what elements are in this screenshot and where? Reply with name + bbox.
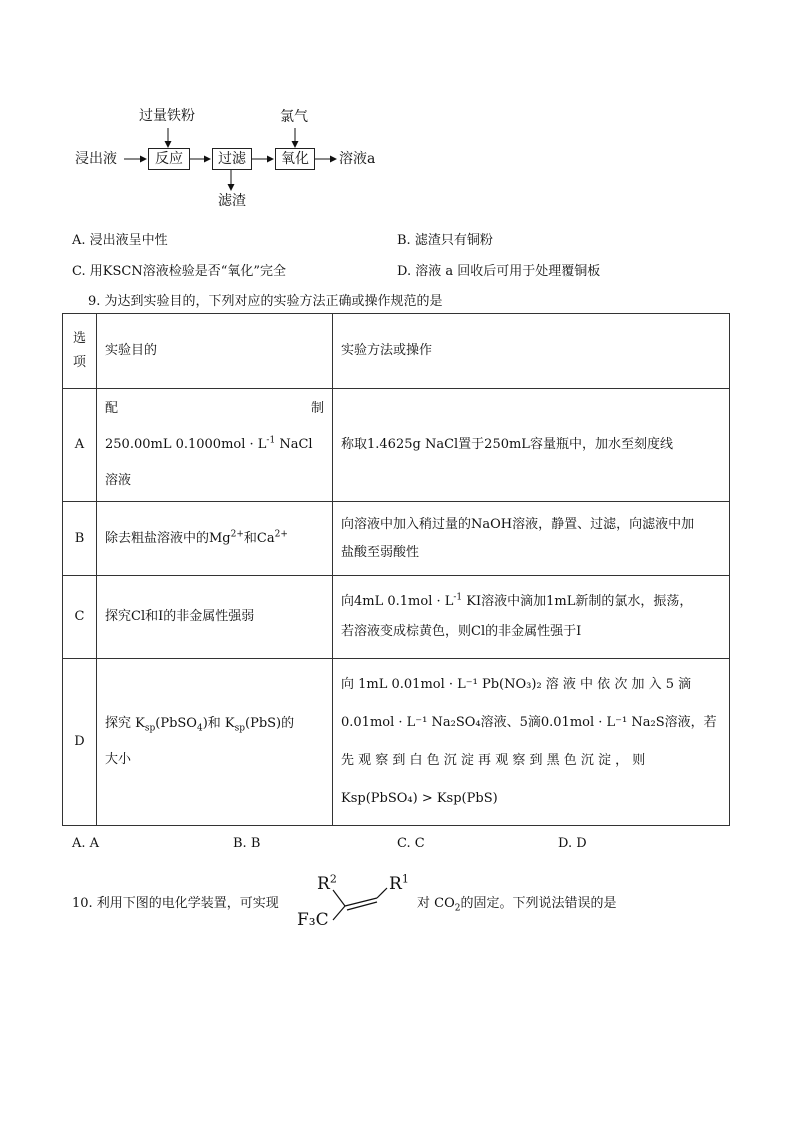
row-d-p-sub3: sp (234, 723, 246, 734)
row-a-purpose-line3: 溶液 (105, 473, 132, 488)
row-a-purpose (97, 389, 333, 502)
table-row (63, 502, 730, 576)
flow-reagent-chlorine: 氯气 (280, 109, 308, 125)
q8-option-d: D. 溶液 a 回收后可用于处理覆铜板 (397, 264, 601, 279)
row-d-purpose-line2: 大小 (105, 752, 132, 767)
row-b-purpose-text2: 和Ca (243, 530, 275, 546)
table-row (63, 576, 730, 659)
row-c-method-b: KI溶液中滴加1mL新制的氯水，振荡， (462, 594, 693, 609)
table-row (63, 659, 730, 826)
row-b-method (333, 502, 730, 576)
row-c-method-a: 向4mL 0.1mol · L (341, 594, 454, 609)
q10-stem-tail: 的固定。下列说法错误的是 (460, 896, 617, 911)
row-b-method-line1: 向溶液中加入稍过量的NaOH溶液，静置、过滤，向滤液中加 (341, 516, 695, 532)
flow-start: 浸出液 (75, 151, 117, 167)
header-option-line2: 项 (72, 355, 86, 370)
q9-answer-d: D. D (558, 836, 587, 851)
q9-table (62, 313, 730, 826)
row-d-p-b: (PbSO (155, 716, 197, 731)
row-b-purpose-sup2: 2+ (274, 529, 288, 540)
q8-option-c: C. 用KSCN溶液检验是否“氧化”完全 (72, 264, 286, 279)
row-a-method: 称取1.4625g NaCl置于250mL容量瓶中，加水至刻度线 (333, 389, 730, 502)
table-row (63, 389, 730, 502)
flow-step-oxidize: 氧化 (275, 148, 315, 170)
header-method: 实验方法或操作 (333, 314, 730, 389)
row-d-method-line3: 先 观 察 到 白 色 沉 淀 再 观 察 到 黑 色 沉 淀 ， 则 (341, 753, 646, 768)
row-label-c: C (63, 576, 97, 659)
row-label-b: B (63, 502, 97, 576)
q8-option-a: A. 浸出液呈中性 (72, 233, 168, 248)
molecule-f3c: F₃C (297, 910, 329, 930)
row-c-method-line1 (341, 587, 721, 617)
row-d-p-sub2: 4 (196, 723, 203, 734)
row-d-p-c: )和 K (202, 716, 235, 731)
row-d-purpose-line1 (105, 706, 324, 742)
row-d-method-line1: 向 1mL 0.01mol · L⁻¹ Pb(NO₃)₂ 溶 液 中 依 次 加 入 5 滴 (341, 677, 692, 692)
row-c-method-sup: -1 (453, 592, 463, 603)
q10-stem-start: 10. 利用下图的电化学装置，可实现 (72, 896, 279, 911)
row-c-method-line2: 若溶液变成棕黄色，则Cl的非金属性强于I (341, 624, 582, 639)
molecule-r2 (317, 874, 337, 894)
flow-step-react: 反应 (148, 148, 190, 170)
row-d-method (333, 659, 730, 826)
flow-residue: 滤渣 (218, 193, 246, 209)
flow-end: 溶液a (339, 151, 376, 167)
q9-answer-b: B. B (233, 836, 261, 851)
q10-stem-sub: 2 (454, 903, 461, 914)
header-option (63, 314, 97, 389)
molecule-r2-letter: R (317, 874, 330, 894)
row-d-p-sub1: sp (144, 723, 156, 734)
row-a-purpose-word1: 配 (105, 401, 119, 416)
flow-step-filter: 过滤 (212, 148, 252, 170)
molecule-r2-sup: 2 (329, 872, 337, 886)
q9-answer-a: A. A (72, 836, 100, 851)
q10-molecule (295, 868, 415, 934)
row-b-purpose (97, 502, 333, 576)
row-d-p-a: 探究 K (105, 716, 145, 731)
row-a-purpose-sup: -1 (266, 435, 276, 446)
header-purpose: 实验目的 (97, 314, 333, 389)
row-c-method (333, 576, 730, 659)
flow-reagent-iron: 过量铁粉 (139, 108, 195, 124)
molecule-r1-letter: R (389, 874, 402, 894)
q10-stem-co: 对 CO (417, 896, 455, 911)
header-option-line1: 选 (72, 331, 86, 346)
row-b-purpose-sup1: 2+ (230, 529, 244, 540)
row-d-purpose (97, 659, 333, 826)
row-a-purpose-conc: 250.00mL 0.1000mol · L (105, 437, 267, 452)
row-label-d: D (63, 659, 97, 826)
row-d-method-line2: 0.01mol · L⁻¹ Na₂SO₄溶液、5滴0.01mol · L⁻¹ Na₂S溶液，若 (341, 715, 717, 730)
row-d-p-d: (PbS)的 (245, 716, 295, 731)
row-c-purpose: 探究Cl和I的非金属性强弱 (97, 576, 333, 659)
row-b-purpose-text: 除去粗盐溶液中的Mg (105, 530, 231, 546)
q9-stem: 9. 为达到实验目的，下列对应的实验方法正确或操作规范的是 (88, 294, 443, 309)
molecule-r1 (389, 874, 409, 894)
row-a-purpose-line2 (105, 427, 324, 463)
row-b-method-line2: 盐酸至弱酸性 (341, 544, 420, 560)
row-label-a: A (63, 389, 97, 502)
q10-stem-end (417, 892, 617, 914)
q8-option-b: B. 滤渣只有铜粉 (397, 233, 493, 248)
row-d-method-line4: Ksp(PbSO₄) > Ksp(PbS) (341, 791, 498, 806)
q9-answer-c: C. C (397, 836, 425, 851)
table-header-row (63, 314, 730, 389)
molecule-r1-sup: 1 (401, 872, 409, 886)
row-a-purpose-word2: 制 (310, 401, 324, 416)
flow-arrows (0, 0, 794, 220)
row-a-purpose-nacl: NaCl (275, 437, 313, 452)
